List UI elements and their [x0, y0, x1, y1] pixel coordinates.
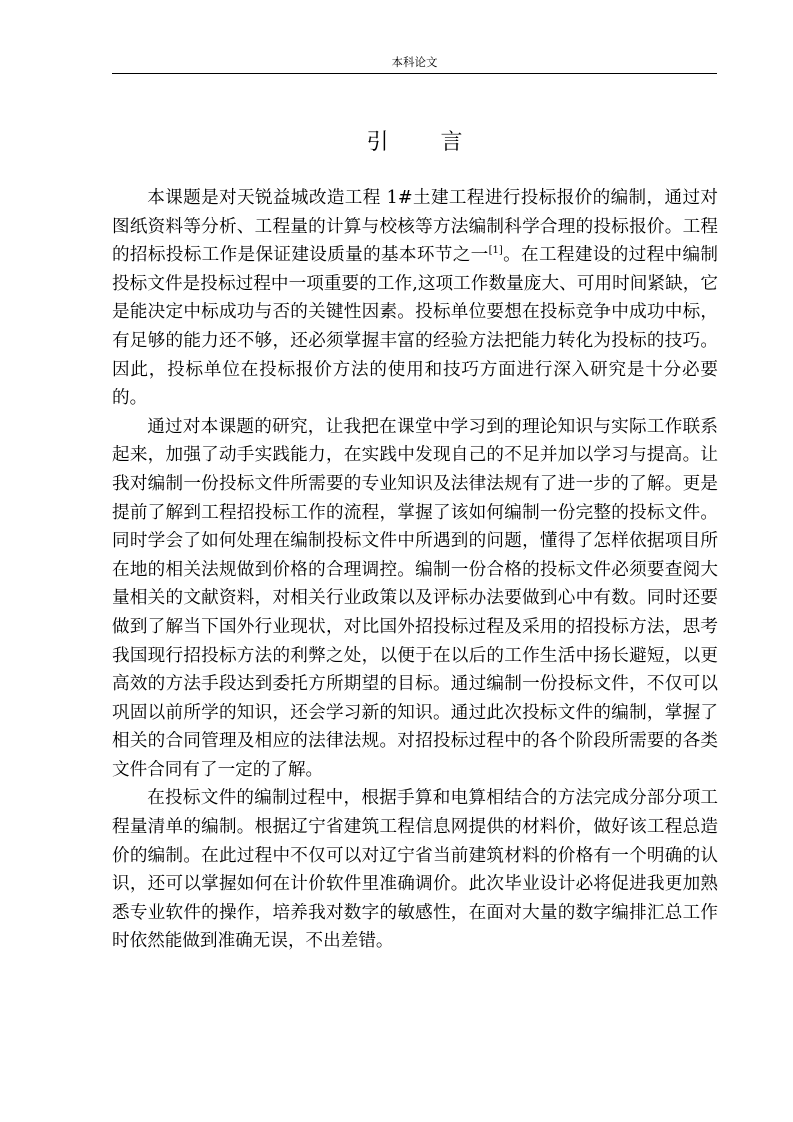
- paragraph-3: 在投标文件的编制过程中，根据手算和电算相结合的方法完成分部分项工程量清单的编制。根据辽宁省建筑工程信息网提供的材料价，做好该工程总造价的编制。在此过程中不仅可以对辽宁省当前建筑材料的价格有一个明确的认识，还可以掌握如何在计价软件里准确调价。此次毕业设计必将促进我更加熟悉专业软件的操作，培养我对数字的敏感性，在面对大量的数字编排汇总工作时依然能做到准确无误，不出差错。: [112, 788, 718, 952]
- paragraph-1: [112, 184, 718, 413]
- section-title-char-2: 言: [440, 130, 463, 155]
- citation-ref-1: [1]: [488, 245, 503, 257]
- section-title-char-1: 引: [366, 130, 389, 155]
- paragraph-1-text-after-citation: 。在工程建设的过程中编制投标文件是投标过程中一项重要的工作,这项工作数量庞大、可用时间紧缺，它是能决定中标成功与否的关键性因素。投标单位要想在投标竞争中成功中标，有足够的能力还不够，还必须掌握丰富的经验方法把能力转化为投标的技巧。因此，投标单位在投标报价方法的使用和技巧方面进行深入研究是十分必要的。: [112, 245, 718, 409]
- paragraph-2: 通过对本课题的研究，让我把在课堂中学习到的理论知识与实际工作联系起来，加强了动手实践能力，在实践中发现自己的不足并加以学习与提高。让我对编制一份投标文件所需要的专业知识及法律法规有了进一步的了解。更是提前了解到工程招投标工作的流程，掌握了该如何编制一份完整的投标文件。同时学会了如何处理在编制投标文件中所遇到的问题，懂得了怎样依据项目所在地的相关法规做到价格的合理调控。编制一份合格的投标文件必须要查阅大量相关的文献资料，对相关行业政策以及评标办法要做到心中有数。同时还要做到了解当下国外行业现状，对比国外招投标过程及采用的招投标方法，思考我国现行招投标方法的利弊之处，以便于在以后的工作生活中扬长避短，以更高效的方法手段达到委托方所期望的目标。通过编制一份投标文件，不仅可以巩固以前所学的知识，还会学习新的知识。通过此次投标文件的编制，掌握了相关的合同管理及相应的法律法规。对招投标过程中的各个阶段所需要的各类文件合同有了一定的了解。: [112, 416, 718, 780]
- header-divider: [112, 73, 717, 74]
- running-header: 本科论文: [391, 55, 438, 69]
- paragraph-1-text-before-citation: 本课题是对天锐益城改造工程 1#土建工程进行投标报价的编制，通过对图纸资料等分析、工程量的计算与校核等方法编制科学合理的投标报价。工程的招标投标工作是保证建设质量的基本环节之一: [112, 188, 718, 266]
- body-text: [112, 184, 718, 956]
- section-title: [112, 128, 717, 158]
